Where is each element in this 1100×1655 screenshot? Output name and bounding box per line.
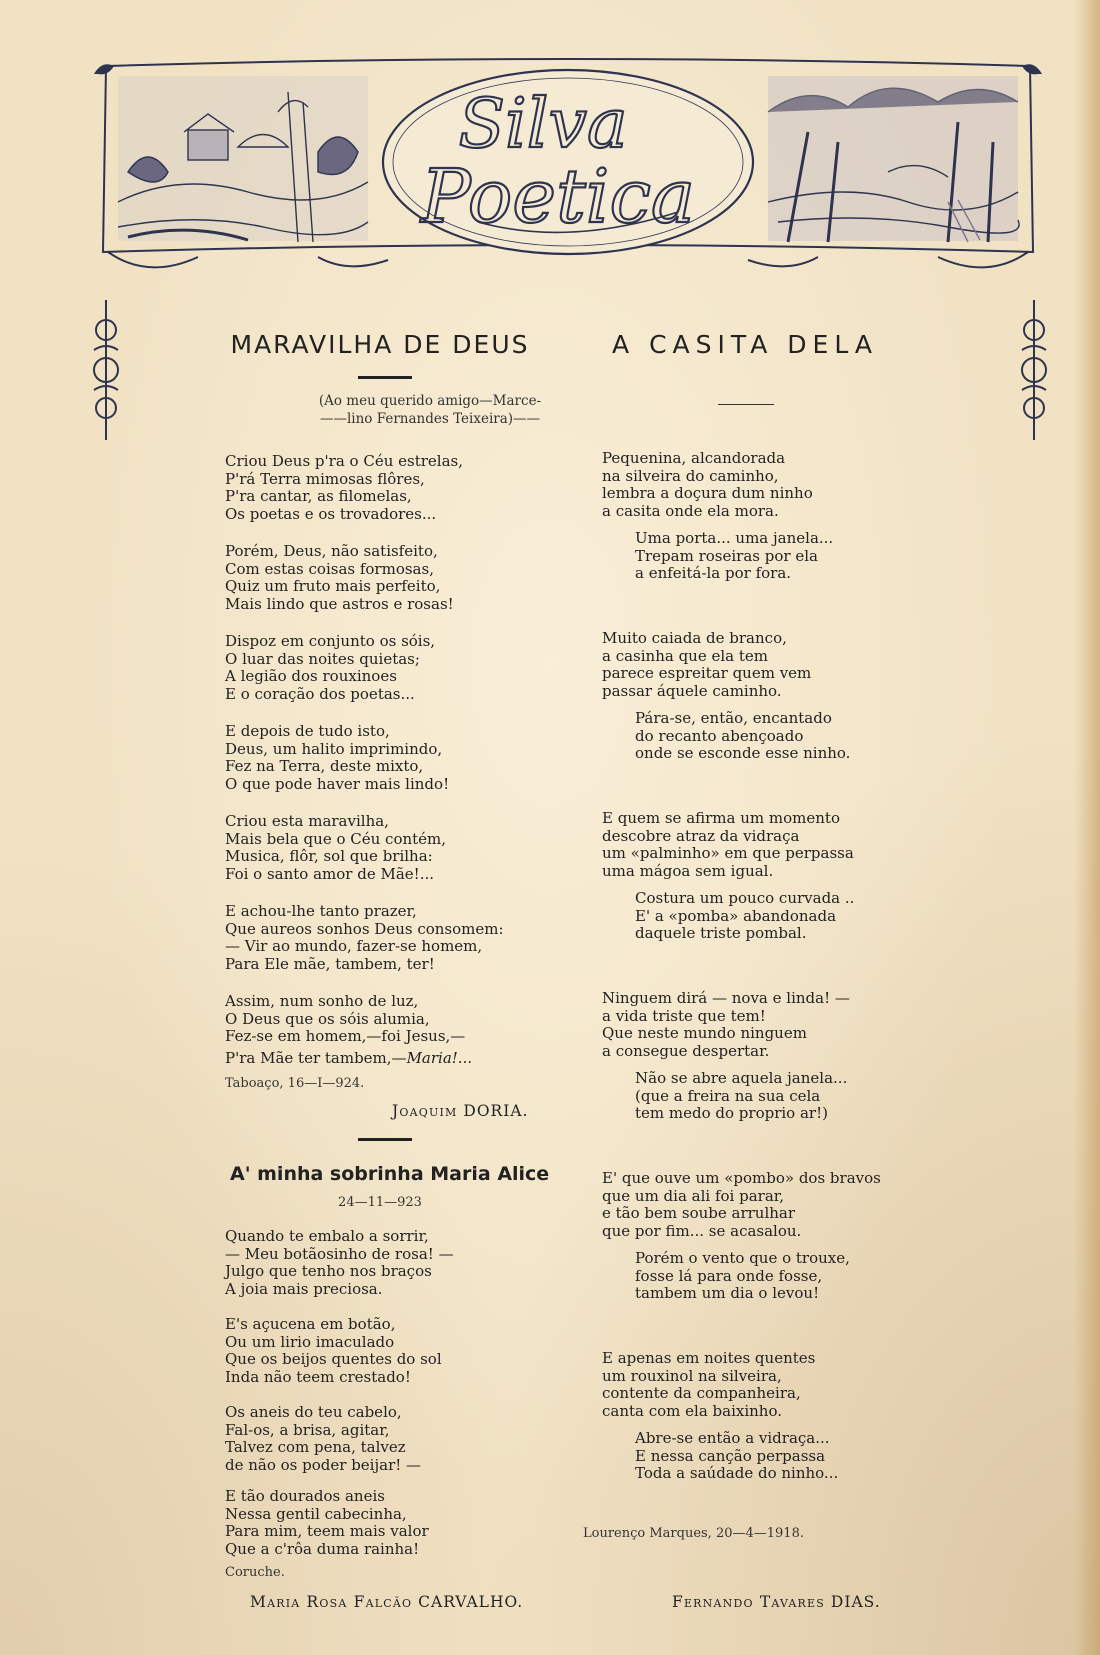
author-first-name: Joaquim (392, 1102, 458, 1120)
stanza: Quando te embalo a sorrir, — Meu botãosinho de rosa! — Julgo que tenho nos braços A joia mais preciosa. (225, 1227, 454, 1298)
poem-title-casita: A CASITA DELA (612, 330, 878, 359)
stanza: E tão dourados aneis Nessa gentil cabecinha, Para mim, teem mais valor Que a c'rôa duma rainha! (225, 1487, 429, 1558)
stanza: Criou esta maravilha, Mais bela que o Céu contém, Musica, flôr, sol que brilha: Foi o santo amor de Mãe!... (225, 812, 447, 883)
last-line-italic: Maria!... (406, 1049, 473, 1067)
stanza-indented: Pára-se, então, encantado do recanto abençoado onde se esconde esse ninho. (635, 709, 851, 763)
title-rule (358, 376, 412, 379)
stanza-last-line (225, 1050, 472, 1068)
dedication (290, 392, 570, 428)
place: Coruche. (225, 1565, 285, 1580)
landscape-left-vignette (118, 76, 368, 242)
author-first-name: Maria Rosa Falcão (250, 1593, 413, 1611)
stanza: Muito caiada de branco, a casinha que ela tem parece espreitar quem vem passar áquele caminho. (602, 629, 812, 700)
stanza: Pequenina, alcandorada na silveira do caminho, lembra a doçura dum ninho a casita onde ela mora. (602, 449, 813, 520)
last-line-text: P'ra Mãe ter tambem,— (225, 1049, 407, 1067)
stanza: Dispoz em conjunto os sóis, O luar das noites quietas; A legião dos rouxinoes E o coração dos poetas... (225, 632, 436, 703)
author-signature (250, 1593, 523, 1611)
poem-date: 24—11—923 (338, 1195, 422, 1210)
dedication-line: (Ao meu querido amigo—Marce- (318, 393, 542, 409)
place-date: Lourenço Marques, 20—4—1918. (583, 1526, 804, 1541)
stanza: E' que ouve um «pombo» dos bravos que um dia ali foi parar, e tão bem soube arrulhar que por fim... se acasalou. (602, 1169, 881, 1240)
landscape-right-vignette (768, 76, 1019, 242)
left-side-ornament (88, 300, 124, 440)
floral-ornament-icon (1016, 300, 1052, 440)
stanza: E depois de tudo isto, Deus, um halito imprimindo, Fez na Terra, deste mixto, O que pode haver mais lindo! (225, 722, 450, 793)
dedication-line: ——lino Fernandes Teixeira)—— (319, 411, 541, 427)
stanza: E apenas em noites quentes um rouxinol na silveira, contente da companheira, canta com ela baixinho. (602, 1349, 816, 1420)
author-last-name: DIAS. (830, 1593, 881, 1611)
stanza: Os aneis do teu cabelo, Fal-os, a brisa, agitar, Talvez com pena, talvez de não os poder beijar! — (225, 1403, 422, 1474)
floral-ornament-icon (88, 300, 124, 440)
author-first-name: Fernando Tavares (672, 1593, 825, 1611)
stanza: E's açucena em botão, Ou um lirio imaculado Que os beijos quentes do sol Inda não teem crestado! (225, 1315, 442, 1386)
author-last-name: DORIA. (463, 1102, 529, 1120)
title-rule (718, 404, 774, 405)
stanza-indented: Porém o vento que o trouxe, fosse lá para onde fosse, tambem um dia o levou! (635, 1249, 850, 1303)
stanza: Porém, Deus, não satisfeito, Com estas coisas formosas, Quiz um fruto mais perfeito, Mais lindo que astros e rosas! (225, 542, 454, 613)
section-rule (358, 1138, 412, 1141)
right-side-ornament (1016, 300, 1052, 440)
poem-title-maravilha: MARAVILHA DE DEUS (230, 330, 530, 359)
stanza-indented: Abre-se então a vidraça... E nessa canção perpassa Toda a saúdade do ninho... (635, 1429, 839, 1483)
place-date: Taboaço, 16—I—924. (225, 1076, 365, 1091)
banner-title-line1: Silva (458, 85, 628, 164)
author-last-name: CARVALHO. (418, 1593, 524, 1611)
stanza: E achou-lhe tanto prazer, Que aureos sonhos Deus consomem: — Vir ao mundo, fazer-se homem, Para Ele mãe, tambem, ter! (225, 902, 504, 973)
stanza-indented: Uma porta... uma janela... Trepam roseiras por ela a enfeitá-la por fora. (635, 529, 834, 583)
author-signature (392, 1102, 528, 1120)
poem-title-sobrinha: A' minha sobrinha Maria Alice (230, 1163, 550, 1185)
page-edge-shadow (1074, 0, 1100, 1655)
banner-illustration (88, 52, 1048, 287)
header-banner (88, 52, 1048, 287)
stanza: Assim, num sonho de luz, O Deus que os sóis alumia, Fez-se em homem,—foi Jesus,— (225, 992, 466, 1046)
stanza: Criou Deus p'ra o Céu estrelas, P'rá Terra mimosas flôres, P'ra cantar, as filomelas, Os poetas e os trovadores... (225, 452, 463, 523)
banner-title-line2: Poetica (420, 154, 696, 240)
stanza-indented: Não se abre aquela janela... (que a freira na sua cela tem medo do proprio ar!) (635, 1069, 848, 1123)
author-signature (672, 1593, 881, 1611)
stanza-indented: Costura um pouco curvada .. E' a «pomba» abandonada daquele triste pombal. (635, 889, 855, 943)
stanza: E quem se afirma um momento descobre atraz da vidraça um «palminho» em que perpassa uma mágoa sem igual. (602, 809, 854, 880)
stanza: Ninguem dirá — nova e linda! — a vida triste que tem! Que neste mundo ninguem a consegue despertar. (602, 989, 850, 1060)
